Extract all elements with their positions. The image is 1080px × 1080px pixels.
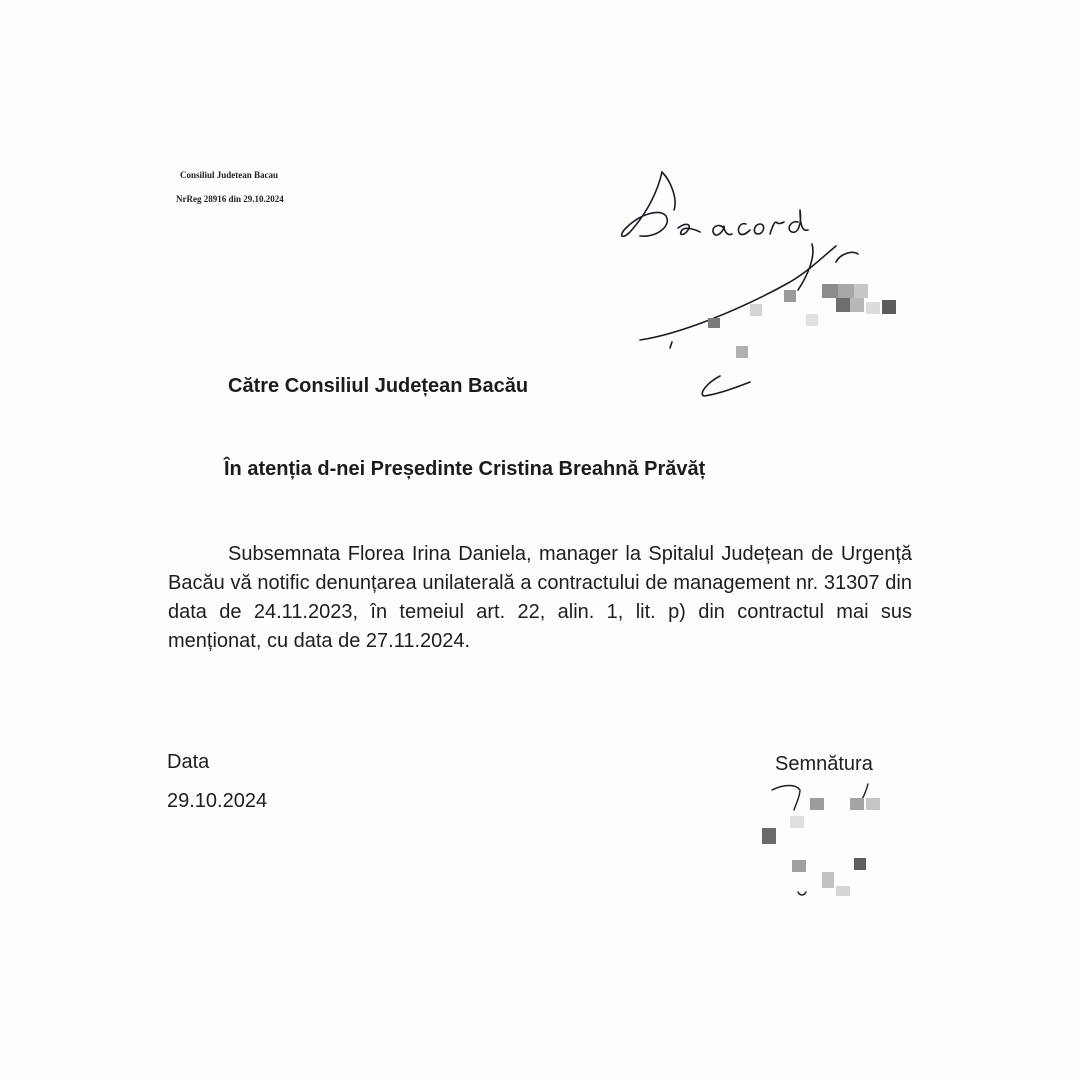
date-label: Data <box>167 751 210 773</box>
registration-stamp-institution: Consiliul Judetean Bacau <box>180 170 279 180</box>
attention-line: În atenția d-nei Președinte Cristina Breahnă Prăvăț <box>224 458 706 480</box>
letter-body: Subsemnata Florea Irina Daniela, manager la Spitalul Județean de Urgență Bacău vă notific denunțarea unilaterală a contractului de management nr. 31307 din data de 24.11.2023, în temeiul art. 22, alin. 1, lit. p) din contractul mai sus menționat, cu data de 27.11.2024. <box>168 543 912 652</box>
date-value: 29.10.2024 <box>167 790 268 812</box>
recipient-line: Către Consiliul Județean Bacău <box>228 375 529 397</box>
registration-stamp-number: NrReg 28916 din 29.10.2024 <box>176 194 284 204</box>
handwritten-approval-signature <box>600 150 920 410</box>
signature-label: Semnătura <box>775 753 873 775</box>
handwritten-signature <box>750 770 910 910</box>
